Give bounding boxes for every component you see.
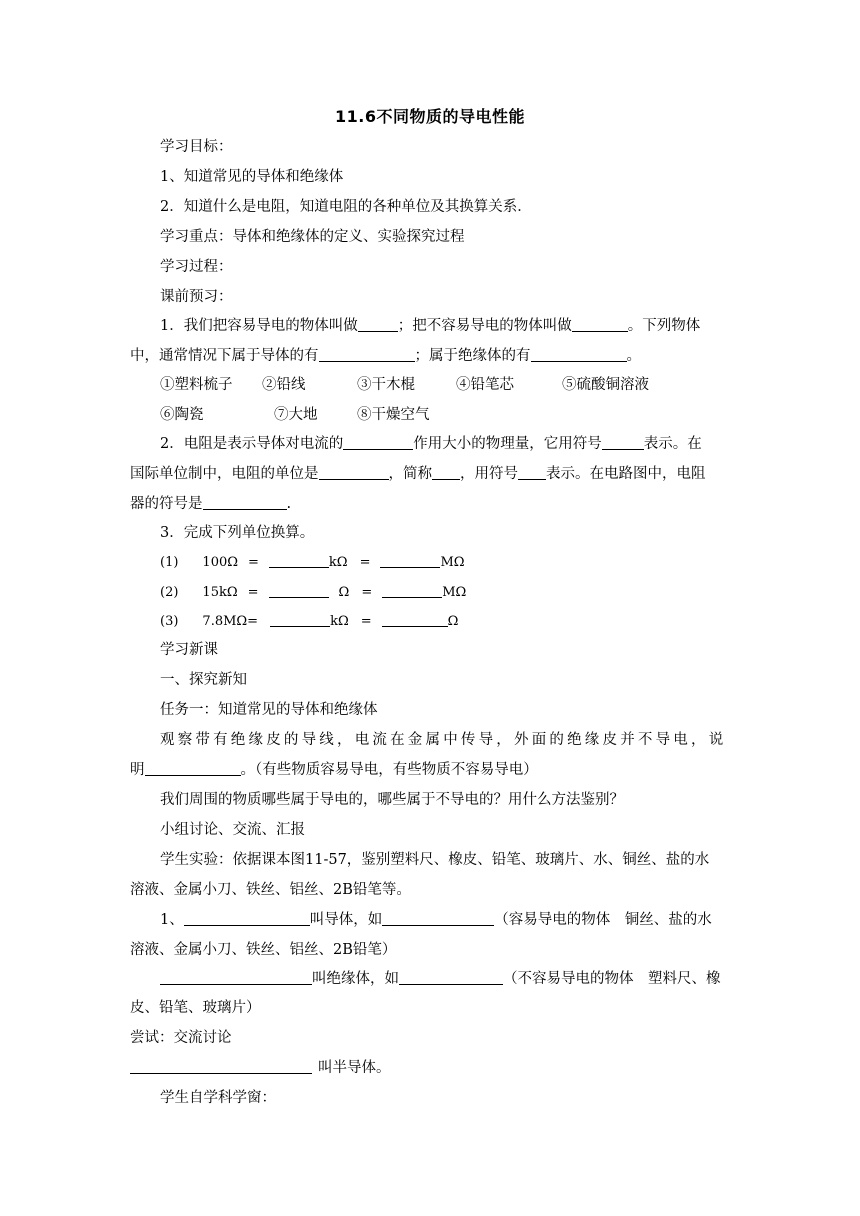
conv-3-unit-b: Ω — [447, 614, 459, 629]
conv-3-value: 7.8MΩ= — [202, 614, 259, 629]
conv-3-blank-a[interactable] — [270, 611, 330, 627]
q1-text-f: 。 — [626, 348, 641, 364]
option-4: ④铅笔芯 — [456, 377, 514, 393]
definition-2-line-1 — [160, 969, 721, 989]
conv-1-blank-a[interactable] — [269, 552, 329, 568]
discussion-paragraph: 小组讨论、交流、汇报 — [160, 822, 305, 838]
new-lesson-heading: 学习新课 — [160, 642, 218, 658]
conversion-2 — [160, 582, 466, 603]
conv-2-blank-b[interactable] — [382, 582, 442, 598]
conv-3-eq2: = — [360, 614, 372, 629]
option-2: ②铅线 — [262, 377, 306, 393]
conversion-1 — [160, 552, 465, 573]
question-2-line-3 — [130, 494, 291, 514]
goal-1: 1、知道常见的导体和绝缘体 — [160, 169, 344, 185]
page-title: 11.6不同物质的导电性能 — [335, 107, 525, 126]
def1-text-a: 1、 — [160, 912, 184, 928]
q2-blank-effect[interactable] — [343, 434, 413, 450]
goals-heading: 学习目标： — [160, 139, 233, 155]
q2-text-d: 国际单位制中，电阻的单位是 — [130, 466, 319, 482]
observe-text-b: 明 — [130, 762, 145, 778]
q2-text-e: ，简称 — [388, 466, 432, 482]
self-study-heading: 学生自学科学窗： — [160, 1090, 276, 1106]
question-2-line-1 — [160, 434, 702, 454]
definition-1-line-1 — [160, 910, 712, 930]
def2-blank-term[interactable] — [160, 969, 312, 985]
conv-1-unit-a: kΩ — [328, 555, 348, 570]
semiconductor-line — [130, 1058, 391, 1078]
conv-2-eq: = — [247, 585, 259, 600]
question-1-line-1 — [160, 316, 700, 336]
conv-1-unit-b: MΩ — [440, 555, 465, 570]
conv-2-number: (2) — [160, 585, 179, 600]
option-1: ①塑料梳子 — [160, 377, 233, 393]
try-heading: 尝试：交流讨论 — [130, 1030, 232, 1046]
def1-blank-examples[interactable] — [382, 910, 494, 926]
q2-text-c: 表示。在 — [643, 436, 702, 452]
definition-1-line-2: 溶液、金属小刀、铁丝、铝丝、2B铅笔） — [130, 942, 397, 958]
q2-text-i: . — [286, 496, 292, 512]
question-1-line-2 — [130, 346, 641, 366]
q1-blank-conductors-list[interactable] — [319, 346, 415, 362]
q2-text-b: 作用大小的物理量，它用符号 — [413, 436, 602, 452]
q1-text-d: 中，通常情况下属于导体的有 — [130, 348, 319, 364]
def1-blank-term[interactable] — [184, 910, 310, 926]
option-3: ③干木棍 — [357, 377, 415, 393]
def1-text-b: 叫导体，如 — [309, 912, 383, 928]
conv-1-number: (1) — [160, 555, 179, 570]
option-7: ⑦大地 — [274, 407, 318, 423]
q2-text-f: ，用符号 — [460, 466, 518, 482]
q2-text-a: 2．电阻是表示导体对电流的 — [160, 436, 344, 452]
experiment-line-1: 学生实验：依据课本图11-57，鉴别塑料尺、橡皮、铅笔、玻璃片、水、铜丝、盐的水 — [160, 852, 710, 868]
conv-2-value: 15kΩ — [202, 585, 238, 600]
option-8: ⑧干燥空气 — [357, 407, 430, 423]
q1-text-c: 。下列物体 — [627, 318, 701, 334]
question-3: 3．完成下列单位换算。 — [160, 525, 315, 541]
semiconductor-blank[interactable] — [130, 1058, 312, 1074]
question-2-line-2 — [130, 464, 706, 484]
preview-heading: 课前预习： — [160, 289, 233, 305]
q1-blank-conductor[interactable] — [358, 316, 398, 332]
q1-blank-insulator[interactable] — [572, 316, 628, 332]
conv-3-blank-b[interactable] — [382, 611, 448, 627]
def2-text-c: （不容易导电的物体 塑料尺、橡 — [503, 971, 721, 987]
observe-text-c: 。（有些物质容易导电，有些物质不容易导电） — [240, 762, 538, 778]
task-1-heading: 任务一：知道常见的导体和绝缘体 — [160, 702, 378, 718]
def1-text-c: （容易导电的物体 铜丝、盐的水 — [494, 912, 712, 928]
option-6: ⑥陶瓷 — [160, 407, 204, 423]
experiment-line-2: 溶液、金属小刀、铁丝、铝丝、2B铅笔等。 — [130, 882, 411, 898]
observe-line-1: 观察带有绝缘皮的导线，电流在金属中传导，外面的绝缘皮并不导电，说 — [160, 732, 727, 748]
q1-text-e: ；属于绝缘体的有 — [414, 348, 531, 364]
option-5: ⑤硫酸铜溶液 — [562, 377, 649, 393]
q2-blank-symbol[interactable] — [602, 434, 644, 450]
definition-2-line-2: 皮、铅笔、玻璃片） — [130, 1000, 261, 1016]
q1-blank-insulators-list[interactable] — [531, 346, 627, 362]
conv-1-eq: = — [248, 555, 259, 570]
q2-text-g: 表示。在电路图中，电阻 — [546, 466, 706, 482]
process-heading: 学习过程： — [160, 259, 233, 275]
q2-blank-unit-symbol[interactable] — [518, 464, 546, 480]
semiconductor-text: 叫半导体。 — [318, 1060, 391, 1076]
conv-1-value: 100Ω — [202, 555, 239, 570]
question-paragraph: 我们周围的物质哪些属于导电的，哪些属于不导电的？用什么方法鉴别？ — [160, 792, 624, 808]
conv-2-unit-a: Ω — [338, 585, 350, 600]
conv-1-blank-b[interactable] — [380, 552, 440, 568]
conv-3-unit-a: kΩ — [330, 614, 349, 629]
q1-text-b: ；把不容易导电的物体叫做 — [397, 318, 572, 334]
conv-2-unit-b: MΩ — [442, 585, 467, 600]
q1-text-a: 1．我们把容易导电的物体叫做 — [160, 318, 358, 334]
conversion-3 — [160, 611, 458, 632]
goal-2: 2．知道什么是电阻，知道电阻的各种单位及其换算关系． — [160, 199, 532, 215]
q2-blank-short[interactable] — [432, 464, 460, 480]
conv-3-number: (3) — [160, 614, 179, 629]
q2-text-h: 器的符号是 — [130, 496, 203, 512]
def2-blank-examples[interactable] — [399, 969, 503, 985]
key-points: 学习重点：导体和绝缘体的定义、实验探究过程 — [160, 229, 465, 245]
q2-blank-circuit-symbol[interactable] — [203, 494, 287, 510]
conv-2-eq2: = — [361, 585, 373, 600]
observe-line-2 — [130, 760, 538, 780]
conv-1-eq2: = — [359, 555, 371, 570]
conv-2-blank-a[interactable] — [269, 582, 329, 598]
q2-blank-unit[interactable] — [319, 464, 389, 480]
observe-blank[interactable] — [145, 760, 241, 776]
section-heading: 一、探究新知 — [160, 672, 247, 688]
def2-text-b: 叫绝缘体，如 — [312, 971, 399, 987]
